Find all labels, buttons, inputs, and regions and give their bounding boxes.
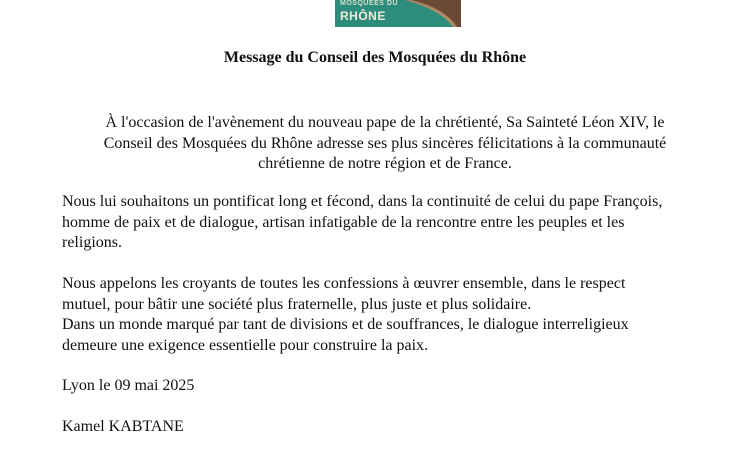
signature: Kamel KABTANE <box>62 418 184 435</box>
paragraph-line: mutuel, pour bâtir une société plus fraternelle, plus juste et plus solidaire. <box>62 295 532 313</box>
paragraph-line: Conseil des Mosquées du Rhône adresse ses plus sincères félicitations à la communauté <box>103 134 667 152</box>
paragraph-congratulations <box>40 113 730 175</box>
paragraph-line: Nous appelons les croyants de toutes les confessions à œuvrer ensemble, dans le respect <box>62 275 626 292</box>
council-logo <box>335 0 461 27</box>
logo-text-rhone: RHÔNE <box>340 9 386 23</box>
paragraph-line: À l'occasion de l'avènement du nouveau pape de la chrétienté, Sa Sainteté Léon XIV, le <box>105 114 665 131</box>
date-line: Lyon le 09 mai 2025 <box>62 377 195 394</box>
document-title: Message du Conseil des Mosquées du Rhône <box>223 49 527 66</box>
logo-text-top: MOSQUÉES DU <box>340 0 399 7</box>
paragraph-line: Dans un monde marqué par tant de divisions et de souffrances, le dialogue interreligieux <box>62 316 629 333</box>
paragraph-call-to-believers <box>62 274 629 356</box>
paragraph-line: demeure une exigence essentielle pour construire la paix. <box>62 336 429 354</box>
paragraph-pontificate-wishes <box>62 192 662 254</box>
paragraph-line: homme de paix et de dialogue, artisan infatigable de la rencontre entre les peuples et les <box>62 213 625 231</box>
paragraph-line: Nous lui souhaitons un pontificat long et fécond, dans la continuité de celui du pape François, <box>62 193 663 210</box>
paragraph-line: chrétienne de notre région et de France. <box>258 155 512 172</box>
paragraph-line: religions. <box>62 234 122 251</box>
